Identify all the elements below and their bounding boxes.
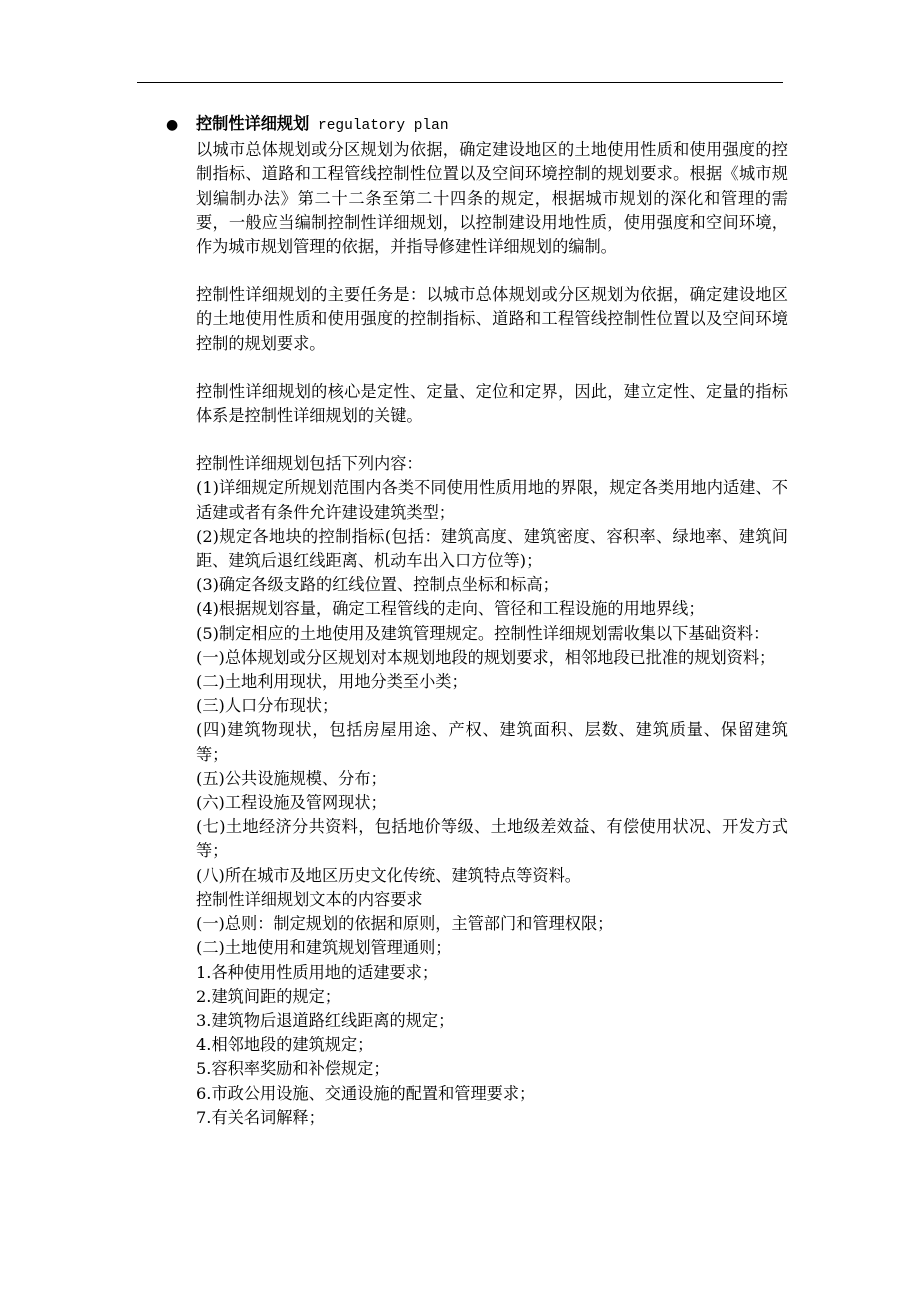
heading-term-en: regulatory plan: [318, 118, 449, 134]
content-item: (三)人口分布现状；: [196, 696, 339, 716]
document-body: [196, 112, 788, 1130]
content-item: (六)工程设施及管网现状；: [196, 793, 387, 813]
requirement-item: 3.建筑物后退道路红线距离的规定；: [196, 1010, 455, 1030]
content-item: (八)所在城市及地区历史文化传统、建筑特点等资料。: [196, 865, 581, 885]
content-intro: 控制性详细规划包括下列内容：: [196, 454, 423, 474]
requirement-item: 7.有关名词解释；: [196, 1107, 325, 1127]
content-item: (一)总体规划或分区规划对本规划地段的规划要求，相邻地段已批准的规划资料；: [196, 647, 776, 667]
content-item: (5)制定相应的土地使用及建筑管理规定。控制性详细规划需收集以下基础资料：: [196, 623, 770, 643]
paragraph-gap: [196, 428, 788, 452]
requirement-item: 5.容积率奖励和补偿规定；: [196, 1059, 390, 1079]
header-rule: [137, 82, 783, 83]
core-paragraph: 控制性详细规划的核心是定性、定量、定位和定界，因此，建立定性、定量的指标体系是控制性详细规划的关键。: [196, 381, 788, 426]
paragraph-gap: [196, 356, 788, 380]
requirement-item: 6.市政公用设施、交通设施的配置和管理要求；: [196, 1083, 536, 1103]
requirement-item: 1.各种使用性质用地的适建要求；: [196, 962, 439, 982]
heading-term-cn: 控制性详细规划: [196, 114, 310, 133]
content-item: (四)建筑物现状，包括房屋用途、产权、建筑面积、层数、建筑质量、保留建筑等；: [196, 720, 788, 764]
content-item: (3)确定各级支路的红线位置、控制点坐标和标高；: [196, 575, 559, 595]
definition-paragraph: 以城市总体规划或分区规划为依据，确定建设地区的土地使用性质和使用强度的控制指标、道路和工程管线控制性位置以及空间环境控制的规划要求。根据《城市规划编制办法》第二十二条至第二十四条的规定，根据城市规划的深化和管理的需要，一般应当编制控制性详细规划，以控制建设用地性质，使用强度和空间环境，作为城市规划管理的依据，并指导修建性详细规划的编制。: [196, 140, 788, 257]
main-task-paragraph: 控制性详细规划的主要任务是：以城市总体规划或分区规划为依据，确定建设地区的土地使用性质和使用强度的控制指标、道路和工程管线控制性位置以及空间环境控制的规划要求。: [196, 285, 788, 353]
paragraph-gap: [196, 259, 788, 283]
bullet-icon: ●: [166, 117, 179, 133]
text-requirements-title: 控制性详细规划文本的内容要求: [196, 889, 423, 909]
content-item: (1)详细规定所规划范围内各类不同使用性质用地的界限，规定各类用地内适建、不适建或者有条件允许建设建筑类型；: [196, 478, 788, 522]
requirement-item: (一)总则：制定规划的依据和原则，主管部门和管理权限；: [196, 914, 614, 934]
requirement-item: (二)土地使用和建筑规划管理通则；: [196, 938, 452, 958]
requirement-item: 2.建筑间距的规定；: [196, 986, 341, 1006]
content-item: (七)土地经济分共资料，包括地价等级、土地级差效益、有偿使用状况、开发方式等；: [196, 817, 788, 861]
content-item: (2)规定各地块的控制指标(包括：建筑高度、建筑密度、容积率、绿地率、建筑间距、建筑后退红线距离、机动车出入口方位等)；: [196, 526, 788, 571]
requirement-item: 4.相邻地段的建筑规定；: [196, 1035, 374, 1055]
content-item: (4)根据规划容量，确定工程管线的走向、管径和工程设施的用地界线；: [196, 599, 705, 619]
content-item: (二)土地利用现状，用地分类至小类；: [196, 672, 468, 692]
content-item: (五)公共设施规模、分布；: [196, 768, 387, 788]
heading-line: [196, 112, 788, 138]
